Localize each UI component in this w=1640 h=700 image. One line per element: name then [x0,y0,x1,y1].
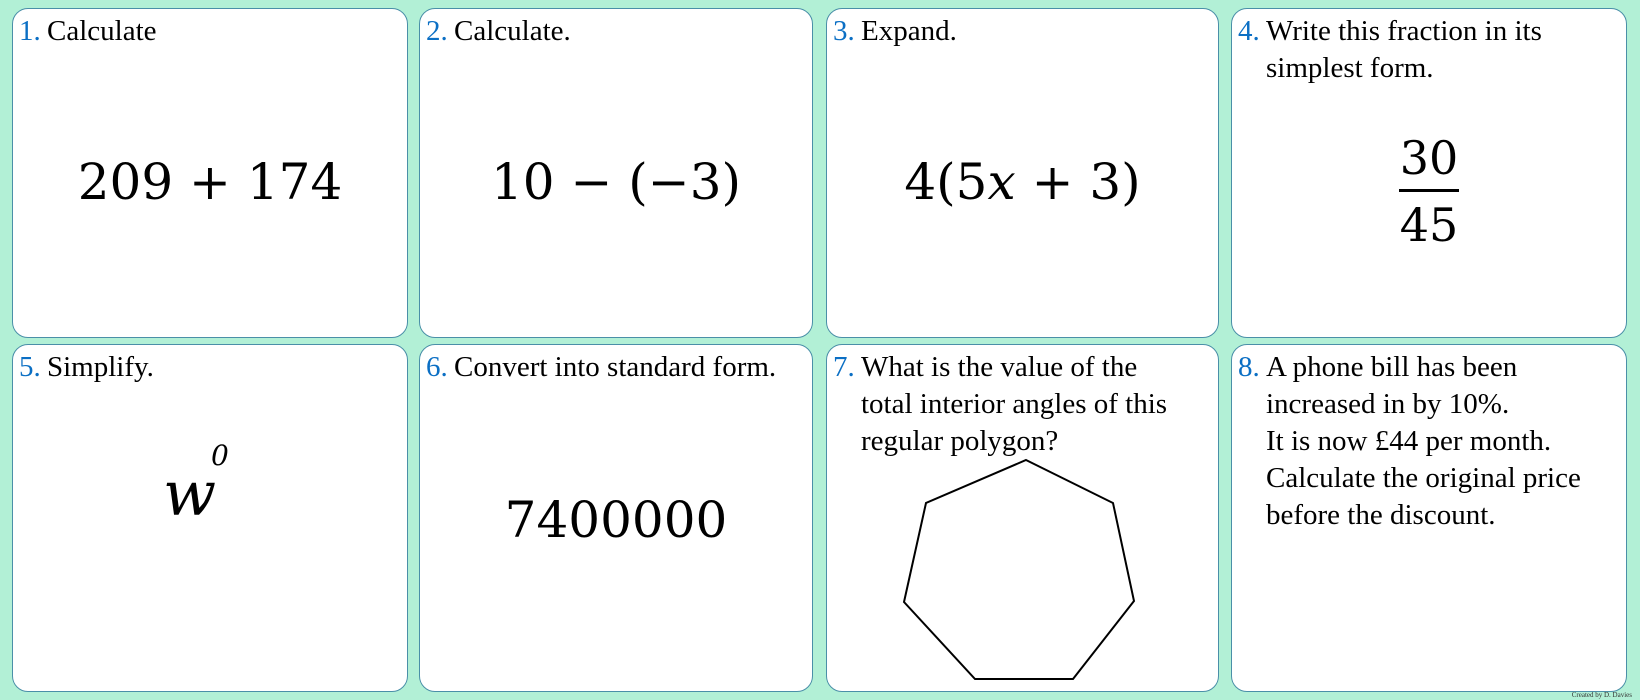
expression-suffix: + 3) [1015,153,1141,211]
power-exponent: 0 [211,439,229,472]
fraction-bar [1399,189,1459,192]
question-card-6 [419,344,813,692]
question-number: 5. [19,351,41,383]
question-card-3 [826,8,1219,338]
regular-heptagon [904,460,1134,679]
question-card-1 [12,8,408,338]
question-header [19,349,399,386]
question-card-2 [419,8,813,338]
question-header [426,13,804,50]
question-number: 8. [1238,351,1260,383]
question-header [426,349,804,386]
math-expression [827,153,1218,211]
fraction-denominator: 45 [1399,197,1459,252]
question-prompt: Calculate [47,15,157,47]
question-prompt: Simplify. [47,351,154,383]
question-card-8 [1231,344,1627,692]
question-number: 7. [833,351,855,383]
power-base: w [163,457,217,530]
creator-credit: Created by D. Davies [1571,691,1632,699]
question-number: 4. [1238,15,1260,47]
question-number: 1. [19,15,41,47]
question-prompt: What is the value of the total interior angles of this regular polygon? [861,351,1168,457]
question-number: 3. [833,15,855,47]
question-prompt: Convert into standard form. [454,351,777,383]
question-prompt: Calculate. [454,15,571,47]
math-expression: 209 + 174 [77,153,343,211]
math-expression: 10 − (−3) [490,153,742,211]
question-header [1238,349,1618,534]
expression-prefix: 4(5 [904,153,988,211]
math-expression: 7400000 [504,491,728,549]
variable-x: x [987,153,1016,211]
question-prompt: Expand. [861,15,957,47]
question-number: 2. [426,15,448,47]
question-header [1238,13,1618,87]
question-card-7 [826,344,1219,692]
question-header [19,13,399,50]
question-prompt: Write this fraction in its simplest form. [1266,15,1542,84]
heptagon-diagram [827,345,1219,692]
question-number: 6. [426,351,448,383]
fraction [1232,131,1626,252]
fraction-numerator: 30 [1399,131,1459,185]
question-card-5 [12,344,408,692]
power-expression [163,439,229,530]
question-prompt: A phone bill has been increased in by 10%. It is now £44 per month. Calculate the original price before the discount. [1266,351,1581,531]
question-header [833,13,1210,50]
question-card-4 [1231,8,1627,338]
